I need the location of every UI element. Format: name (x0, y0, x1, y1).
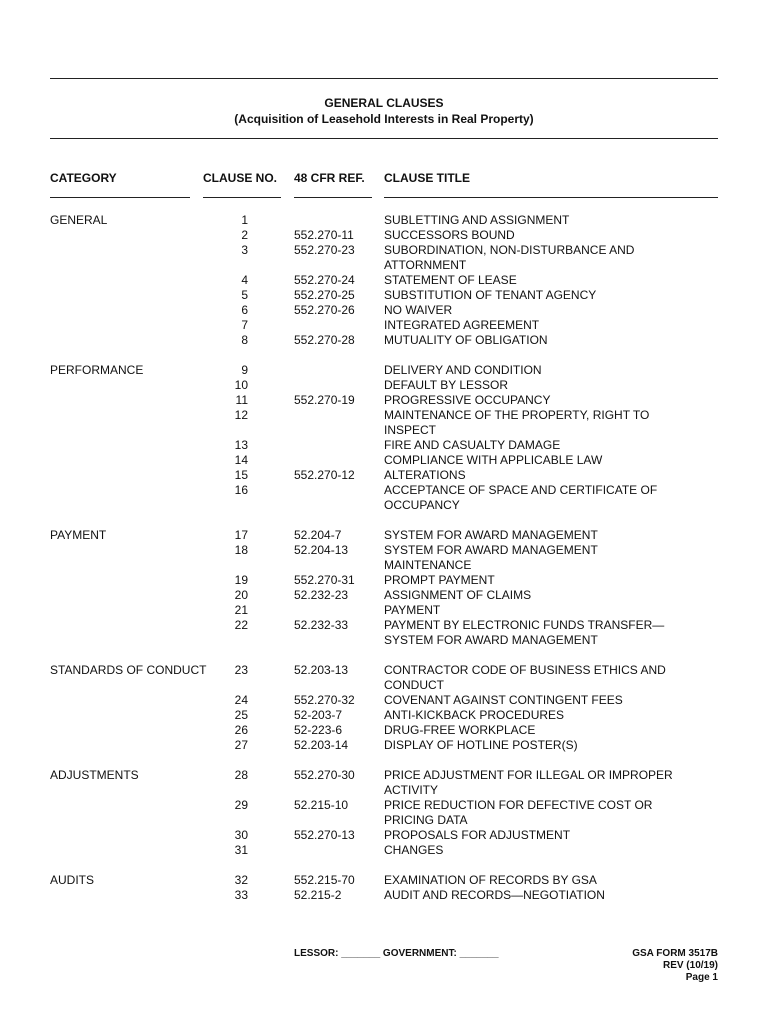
clause-number: 12 (234, 408, 248, 422)
clause-number: 31 (234, 843, 248, 857)
table-row (0, 573, 770, 588)
clause-number: 10 (234, 378, 248, 392)
cfr-reference: 552.270-28 (294, 333, 355, 347)
clause-number: 5 (241, 288, 248, 302)
table-row (0, 873, 770, 888)
table-row (0, 843, 770, 858)
category-group (0, 213, 770, 348)
table-row (0, 288, 770, 303)
clause-number: 13 (234, 438, 248, 452)
clause-number: 21 (234, 603, 248, 617)
cfr-reference: 552.270-12 (294, 468, 355, 482)
clause-number: 19 (234, 573, 248, 587)
clause-title: COVENANT AGAINST CONTINGENT FEES (384, 693, 623, 707)
clause-title: CONTRACTOR CODE OF BUSINESS ETHICS AND CONDUCT (384, 663, 666, 692)
table-row (0, 333, 770, 348)
category-label: STANDARDS OF CONDUCT (50, 663, 207, 677)
table-row (0, 483, 770, 513)
category-label: AUDITS (50, 873, 95, 887)
clause-number: 25 (234, 708, 248, 722)
table-row (0, 588, 770, 603)
clause-number: 11 (235, 393, 248, 407)
table-row (0, 378, 770, 393)
header-underline-category (50, 197, 190, 198)
table-row (0, 393, 770, 408)
clause-number: 27 (234, 738, 248, 752)
clause-title: PRICE ADJUSTMENT FOR ILLEGAL OR IMPROPER ACTIVITY (384, 768, 673, 797)
table-row (0, 468, 770, 483)
document-title: GENERAL CLAUSES (324, 96, 444, 110)
column-header-clause-no: CLAUSE NO. (203, 171, 278, 185)
clause-number: 20 (234, 588, 248, 602)
clause-title: PROMPT PAYMENT (384, 573, 495, 587)
form-identifier (632, 948, 718, 984)
clause-number: 28 (234, 768, 248, 782)
cfr-reference: 52.204-13 (294, 543, 349, 557)
table-row (0, 408, 770, 438)
table-row (0, 213, 770, 228)
clause-table (0, 213, 770, 918)
table-row (0, 438, 770, 453)
cfr-reference: 552.270-23 (294, 243, 355, 257)
clause-title: SUBLETTING AND ASSIGNMENT (384, 213, 570, 227)
signature-line: LESSOR: _______ GOVERNMENT: _______ (294, 948, 499, 959)
cfr-reference: 52.232-23 (294, 588, 349, 602)
clause-title: DEFAULT BY LESSOR (384, 378, 509, 392)
clause-title: PROPOSALS FOR ADJUSTMENT (384, 828, 571, 842)
clause-title: PAYMENT BY ELECTRONIC FUNDS TRANSFER—SYSTEM FOR AWARD MANAGEMENT (384, 618, 665, 647)
clause-number: 9 (241, 363, 248, 377)
cfr-reference: 52.215-10 (294, 798, 349, 812)
clause-title: MUTUALITY OF OBLIGATION (384, 333, 548, 347)
clause-title: SUBORDINATION, NON-DISTURBANCE AND ATTORNMENT (384, 243, 635, 272)
clause-title: PRICE REDUCTION FOR DEFECTIVE COST OR PRICING DATA (384, 798, 653, 827)
page-number: Page 1 (685, 972, 718, 983)
clause-title: EXAMINATION OF RECORDS BY GSA (384, 873, 597, 887)
cfr-reference: 552.215-70 (294, 873, 355, 887)
cfr-reference: 52.215-2 (294, 888, 342, 902)
clause-number: 22 (234, 618, 248, 632)
clause-number: 6 (241, 303, 248, 317)
cfr-reference: 52.204-7 (294, 528, 342, 542)
table-row (0, 543, 770, 573)
header-underline-cfr-ref (294, 197, 372, 198)
clause-number: 3 (241, 243, 248, 257)
column-header-cfr-ref: 48 CFR REF. (294, 171, 365, 185)
table-row (0, 363, 770, 378)
clause-title: ANTI-KICKBACK PROCEDURES (384, 708, 565, 722)
header-underline-clause-no (203, 197, 281, 198)
clause-number: 15 (234, 468, 248, 482)
clause-title: ALTERATIONS (384, 468, 466, 482)
table-row (0, 453, 770, 468)
clause-number: 16 (234, 483, 248, 497)
table-row (0, 828, 770, 843)
clause-title: AUDIT AND RECORDS—NEGOTIATION (384, 888, 605, 902)
table-row (0, 528, 770, 543)
category-label: PAYMENT (50, 528, 107, 542)
title-rule (50, 138, 718, 139)
clause-title: SUCCESSORS BOUND (384, 228, 515, 242)
table-row (0, 768, 770, 798)
table-row (0, 723, 770, 738)
document-subtitle: (Acquisition of Leasehold Interests in Real Property) (234, 112, 534, 126)
form-revision: REV (10/19) (662, 960, 718, 971)
cfr-reference: 552.270-26 (294, 303, 355, 317)
table-row (0, 303, 770, 318)
table-row (0, 738, 770, 753)
table-row (0, 708, 770, 723)
top-rule (50, 78, 718, 79)
cfr-reference: 52.232-33 (294, 618, 349, 632)
cfr-reference: 552.270-31 (294, 573, 355, 587)
category-group (0, 363, 770, 513)
clause-number: 23 (234, 663, 248, 677)
clause-number: 2 (241, 228, 248, 242)
clause-title: CHANGES (384, 843, 444, 857)
category-group (0, 873, 770, 903)
clause-title: SUBSTITUTION OF TENANT AGENCY (384, 288, 597, 302)
clause-number: 24 (234, 693, 248, 707)
clause-number: 17 (234, 528, 248, 542)
clause-number: 14 (234, 453, 248, 467)
header-underline-clause-title (384, 197, 718, 198)
table-row (0, 663, 770, 693)
clause-number: 29 (234, 798, 248, 812)
cfr-reference: 552.270-25 (294, 288, 355, 302)
form-name: GSA FORM 3517B (632, 948, 718, 959)
table-row (0, 228, 770, 243)
cfr-reference: 52-223-6 (294, 723, 343, 737)
clause-title: FIRE AND CASUALTY DAMAGE (384, 438, 561, 452)
clause-title: SYSTEM FOR AWARD MANAGEMENT MAINTENANCE (384, 543, 598, 572)
category-group (0, 528, 770, 648)
clause-title: INTEGRATED AGREEMENT (384, 318, 540, 332)
clause-title: STATEMENT OF LEASE (384, 273, 517, 287)
clause-title: NO WAIVER (384, 303, 453, 317)
column-header-category: CATEGORY (50, 171, 117, 185)
clause-title: DRUG-FREE WORKPLACE (384, 723, 536, 737)
clause-title: DISPLAY OF HOTLINE POSTER(S) (384, 738, 578, 752)
table-row (0, 603, 770, 618)
clause-number: 4 (241, 273, 248, 287)
clause-title: ACCEPTANCE OF SPACE AND CERTIFICATE OF OCCUPANCY (384, 483, 658, 512)
clause-number: 18 (234, 543, 248, 557)
clause-number: 26 (234, 723, 248, 737)
cfr-reference: 552.270-13 (294, 828, 355, 842)
category-group (0, 768, 770, 858)
cfr-reference: 552.270-30 (294, 768, 355, 782)
clause-title: ASSIGNMENT OF CLAIMS (384, 588, 532, 602)
cfr-reference: 552.270-19 (294, 393, 355, 407)
table-row (0, 693, 770, 708)
category-label: GENERAL (50, 213, 108, 227)
clause-number: 8 (241, 333, 248, 347)
clause-title: COMPLIANCE WITH APPLICABLE LAW (384, 453, 603, 467)
category-group (0, 663, 770, 753)
cfr-reference: 552.270-24 (294, 273, 355, 287)
cfr-reference: 552.270-11 (294, 228, 354, 242)
clause-title: SYSTEM FOR AWARD MANAGEMENT (384, 528, 598, 542)
table-row (0, 888, 770, 903)
clause-number: 33 (234, 888, 248, 902)
table-row (0, 243, 770, 273)
cfr-reference: 552.270-32 (294, 693, 355, 707)
clause-title: PROGRESSIVE OCCUPANCY (384, 393, 551, 407)
table-row (0, 318, 770, 333)
clause-title: PAYMENT (384, 603, 441, 617)
category-label: ADJUSTMENTS (50, 768, 139, 782)
table-row (0, 798, 770, 828)
cfr-reference: 52.203-14 (294, 738, 349, 752)
clause-number: 30 (234, 828, 248, 842)
cfr-reference: 52-203-7 (294, 708, 343, 722)
clause-title: DELIVERY AND CONDITION (384, 363, 542, 377)
clause-number: 32 (234, 873, 248, 887)
clause-number: 1 (241, 213, 248, 227)
clause-title: MAINTENANCE OF THE PROPERTY, RIGHT TO INSPECT (384, 408, 650, 437)
category-label: PERFORMANCE (50, 363, 144, 377)
table-row (0, 273, 770, 288)
clause-number: 7 (241, 318, 248, 332)
cfr-reference: 52.203-13 (294, 663, 349, 677)
column-header-clause-title: CLAUSE TITLE (384, 171, 470, 185)
table-row (0, 618, 770, 648)
